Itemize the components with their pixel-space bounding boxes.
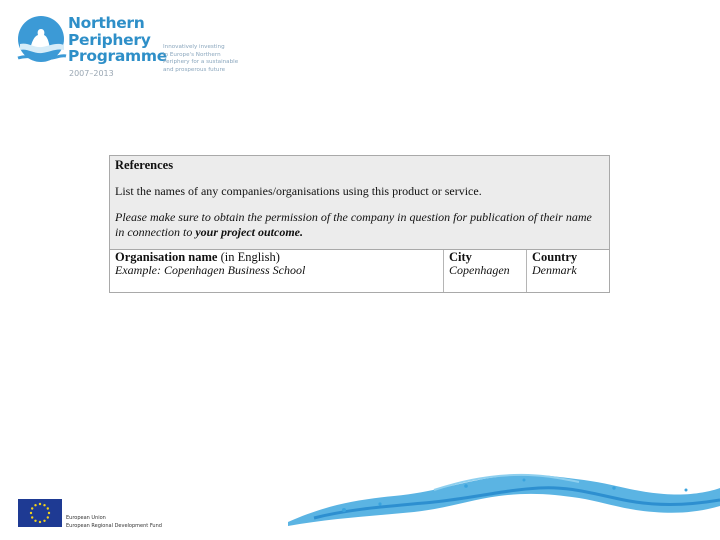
tagline-line: Innovatively investing xyxy=(163,44,225,50)
programme-logo xyxy=(16,14,256,84)
references-grid xyxy=(110,250,609,292)
logo-line: Northern xyxy=(68,14,145,32)
tagline-line: and prosperous future xyxy=(163,66,226,73)
organisation-example[interactable]: Example: Copenhagen Business School xyxy=(115,263,306,277)
organisation-column xyxy=(110,250,443,292)
tagline-line: Periphery for a sustainable xyxy=(163,59,239,66)
globe-figure-icon xyxy=(16,14,68,66)
city-example[interactable]: Copenhagen xyxy=(449,263,510,277)
references-title: References xyxy=(115,158,174,172)
references-instruction: List the names of any companies/organisations using this product or service. xyxy=(115,184,482,198)
permission-note xyxy=(115,210,604,240)
eu-flag-icon xyxy=(18,499,62,527)
permission-emphasis: your project outcome. xyxy=(195,225,303,239)
eu-caption-line: European Regional Development Fund xyxy=(66,523,162,529)
eu-caption-line: European Union xyxy=(66,515,106,521)
programme-tagline xyxy=(163,44,238,74)
logo-line: Programme xyxy=(68,47,167,65)
references-table xyxy=(109,155,610,293)
organisation-label: Organisation name xyxy=(115,250,218,264)
programme-name xyxy=(68,15,167,65)
tagline-line: in Europe's Northern xyxy=(163,51,221,58)
country-header: Country xyxy=(532,250,578,264)
city-header: City xyxy=(449,250,472,264)
country-column xyxy=(526,250,609,292)
wave-decoration-icon xyxy=(284,466,720,526)
programme-years: 2007–2013 xyxy=(69,69,114,78)
city-column xyxy=(443,250,526,292)
country-example[interactable]: Denmark xyxy=(532,263,577,277)
organisation-qualifier: (in English) xyxy=(220,250,280,264)
references-header xyxy=(110,156,609,250)
logo-line: Periphery xyxy=(68,30,151,49)
eu-caption xyxy=(66,514,162,530)
permission-text: Please make sure to obtain the permission of the company in question for publication of their name in connection to xyxy=(115,210,592,239)
